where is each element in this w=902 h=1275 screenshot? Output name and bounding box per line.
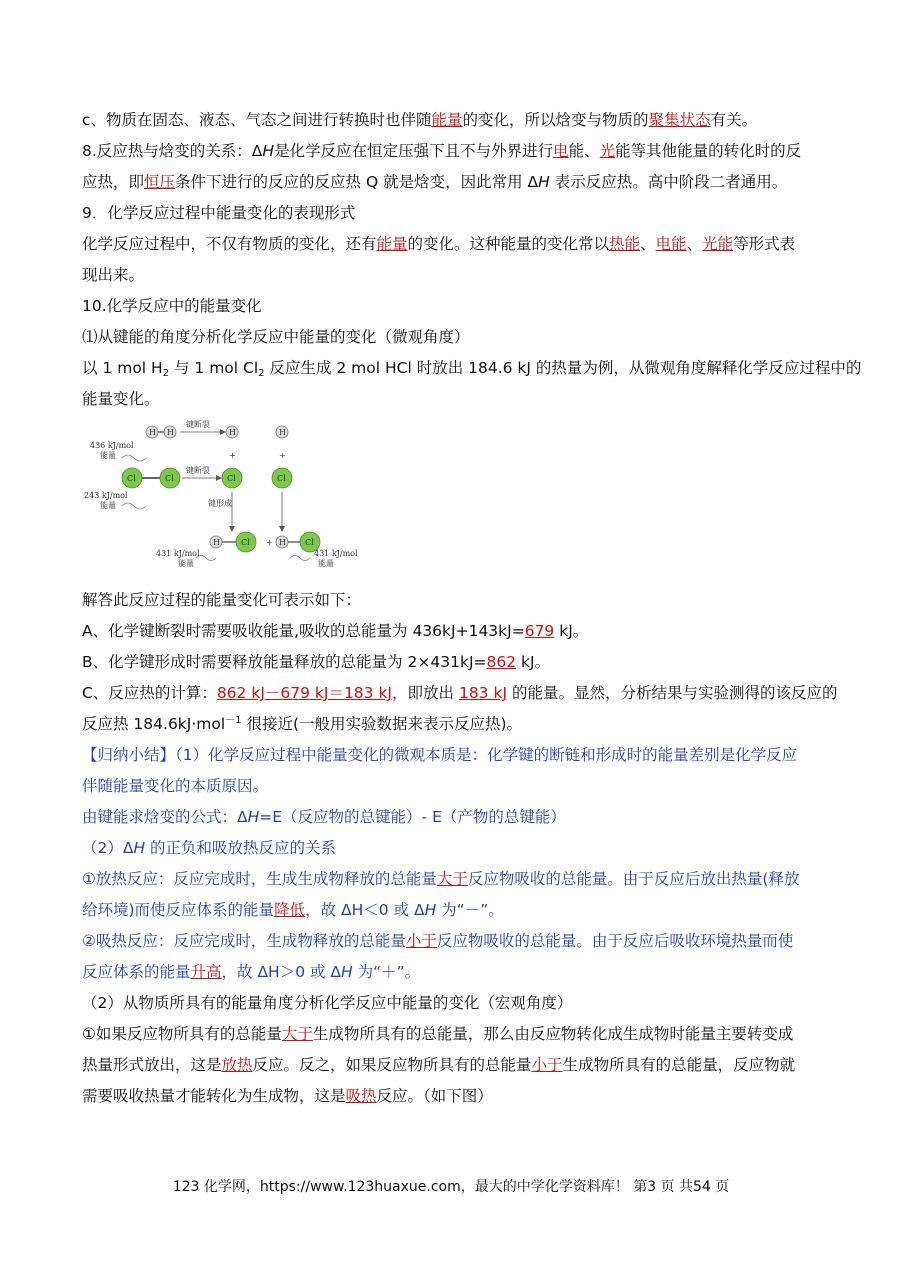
cl-atom-label-1: Cl: [127, 474, 136, 483]
text-segment: H: [247, 808, 260, 826]
text-line: [82, 1055, 795, 1075]
text-segment: 8.反应热与焓变的关系：Δ: [82, 142, 263, 160]
answer-fill: 降低: [274, 901, 306, 919]
plus-3: +: [266, 538, 273, 547]
answer-fill: 小于: [531, 1056, 563, 1074]
hcl-cl-label-1: Cl: [241, 538, 250, 547]
text-line: [82, 993, 572, 1013]
plus-1: +: [229, 451, 236, 460]
h-atom-label-2: H: [167, 428, 174, 437]
text-line: [82, 745, 797, 765]
text-line: [82, 265, 144, 285]
text-segment: 、: [686, 235, 703, 253]
text-segment: ，即放出: [392, 684, 459, 702]
text-line: [82, 714, 522, 734]
hcl-energy-word-1: 能量: [178, 559, 194, 568]
text-line: [82, 683, 837, 703]
text-line: [82, 1024, 793, 1044]
answer-fill: 光: [599, 142, 616, 160]
text-segment: H: [424, 901, 437, 919]
hcl-h-label-1: H: [213, 538, 220, 547]
hcl-h-label-2: H: [279, 538, 286, 547]
text-segment: （2）Δ: [82, 839, 134, 857]
text-segment: 为“＋”。: [352, 963, 421, 981]
text-segment: 反应。（如下图）: [376, 1087, 493, 1105]
plus-2: +: [279, 451, 286, 460]
text-segment: 的变化，所以焓变与物质的: [462, 111, 649, 129]
text-segment: （2）从物质所具有的能量角度分析化学反应中能量的变化（宏观角度）: [82, 994, 573, 1012]
answer-fill: 862: [486, 653, 517, 671]
answer-fill: 聚集状态: [648, 111, 711, 129]
text-segment: H: [538, 173, 550, 191]
break-arrow-1-head: [220, 429, 226, 435]
h2-energy-word: 能量: [100, 451, 116, 460]
text-segment: 有关。: [710, 111, 758, 129]
bond-form-label: 键形成: [208, 499, 232, 508]
text-segment: 给环境)而使反应体系的能量: [82, 901, 275, 919]
answer-fill: 恒压: [144, 173, 176, 191]
text-segment: ①放热反应：反应完成时，生成生成物释放的总能量: [82, 870, 437, 888]
text-line: [82, 652, 550, 672]
text-segment: 的变化。这种能量的变化常以: [407, 235, 610, 253]
text-segment: 能量变化。: [82, 390, 160, 408]
h2-energy-label: 436 kJ/mol: [90, 441, 134, 450]
break-arrow-2-head: [216, 475, 222, 481]
answer-fill: 电: [553, 142, 569, 160]
text-segment: H: [341, 963, 353, 981]
text-line: [82, 389, 160, 409]
text-line: [82, 110, 757, 130]
text-segment: c、物质在固态、液态、气态之间进行转换时也伴随: [82, 111, 432, 129]
text-segment: 9．化学反应过程中能量变化的表现形式: [82, 204, 356, 222]
bond-energy-diagram: [82, 418, 362, 578]
bond-break-label-1: 键断裂: [186, 420, 210, 429]
answer-fill: 吸热: [345, 1087, 377, 1105]
answer-fill: 679: [524, 622, 555, 640]
text-segment: 的能量。显然，分析结果与实验测得的该反应的: [507, 684, 838, 702]
cl-atom-label-2: Cl: [165, 474, 174, 483]
text-segment: 反应体系的能量: [82, 963, 191, 981]
page-footer: 123 化学网，https://www.123huaxue.com，最大的中学化学资料库！ 第3 页 共54 页: [172, 1179, 730, 1195]
text-line: [82, 327, 470, 347]
text-segment: H: [133, 839, 146, 857]
text-segment: 解答此反应过程的能量变化可表示如下：: [82, 591, 362, 609]
text-segment: 需要吸收热量才能转化为生成物，这是: [82, 1087, 346, 1105]
text-segment: 10.化学反应中的能量变化: [82, 297, 262, 315]
text-segment: ，故 ΔH＜0 或 Δ: [305, 901, 425, 919]
text-line: [82, 358, 861, 378]
hcl-energy-word-2: 能量: [318, 559, 334, 568]
text-line: [82, 590, 361, 610]
form-arrow-1-head: [229, 526, 235, 532]
text-line: [82, 141, 801, 161]
text-segment: 反应物吸收的总能量。由于反应后吸收环境热量而使: [436, 932, 794, 950]
text-segment: 伴随能量变化的本质原因。: [82, 777, 269, 795]
text-segment: 反应生成 2 mol HCl 时放出 184.6 kJ 的热量为例，从微观角度解释化学反应过程中的: [264, 359, 862, 377]
text-segment: ，故 ΔH＞0 或 Δ: [221, 963, 342, 981]
text-segment: 与 1 mol Cl: [169, 359, 259, 377]
text-segment: －1: [225, 715, 242, 726]
text-segment: 生成物所具有的总能量，反应物就: [562, 1056, 796, 1074]
h-atom-label-3: H: [229, 428, 236, 437]
h2-energy-wave: [122, 455, 146, 461]
text-line: [82, 203, 355, 223]
text-segment: B、化学键形成时需要释放能量释放的总能量为 2×431kJ=: [82, 653, 487, 671]
text-line: [82, 1086, 493, 1106]
text-segment: kJ。: [516, 653, 551, 671]
text-segment: 、: [640, 235, 656, 253]
answer-fill: 能量: [376, 235, 408, 253]
form-arrow-2-head: [279, 526, 285, 532]
hcl-energy-wave-1: [196, 556, 216, 561]
text-segment: 等形式表: [733, 235, 796, 253]
text-segment: 能、: [568, 142, 600, 160]
hcl-cl-label-2: Cl: [305, 538, 314, 547]
text-segment: 以 1 mol H: [82, 359, 163, 377]
answer-fill: 大于: [281, 1025, 313, 1043]
text-segment: =E（反应物的总键能）- E（产物的总键能）: [259, 808, 566, 826]
text-segment: 是化学反应在恒定压强下且不与外界进行: [274, 142, 554, 160]
text-segment: 现出来。: [82, 266, 145, 284]
text-segment: 反应物吸收的总能量。由于反应后放出热量(释放: [467, 870, 800, 888]
text-line: [82, 296, 262, 316]
text-line: [82, 900, 504, 920]
text-segment: 能等其他能量的转化时的反: [615, 142, 802, 160]
text-segment: 化学反应过程中，不仅有物质的变化，还有: [82, 235, 377, 253]
text-line: [82, 172, 787, 192]
text-segment: kJ。: [554, 622, 589, 640]
text-segment: 为“－”。: [436, 901, 504, 919]
answer-fill: 862 kJ－679 kJ＝183 kJ: [216, 684, 393, 702]
cl2-energy-label: 243 kJ/mol: [84, 491, 128, 500]
text-segment: ②吸热反应：反应完成时，生成物释放的总能量: [82, 932, 406, 950]
text-line: [82, 776, 268, 796]
answer-fill: 热能: [609, 235, 641, 253]
text-line: [82, 838, 336, 858]
h-atom-label-1: H: [149, 428, 156, 437]
cl2-energy-word: 能量: [100, 501, 116, 510]
text-segment: H: [262, 142, 275, 160]
answer-fill: 电能: [655, 235, 687, 253]
hcl-energy-label-2: 431 kJ/mol: [314, 549, 358, 558]
text-segment: 反应热 184.6kJ·mol: [82, 715, 226, 733]
bond-break-label-2: 键断裂: [186, 466, 210, 475]
answer-fill: 小于: [405, 932, 437, 950]
answer-fill: 能量: [431, 111, 463, 129]
text-line: [82, 234, 795, 254]
text-segment: 由键能求焓变的公式：Δ: [82, 808, 248, 826]
text-line: [82, 807, 566, 827]
text-segment: A、化学键断裂时需要吸收能量,吸收的总能量为 436kJ+143kJ=: [82, 622, 525, 640]
answer-fill: 升高: [190, 963, 222, 981]
hcl-energy-wave-2: [290, 556, 310, 561]
answer-fill: 放热: [221, 1056, 253, 1074]
cl-atom-label-3: Cl: [227, 474, 236, 483]
text-line: [82, 621, 588, 641]
text-segment: 2: [258, 368, 265, 379]
text-segment: 【归纳小结】（1）化学反应过程中能量变化的微观本质是：化学键的断链和形成时的能量差别是化学反应: [82, 746, 798, 764]
h-atom-label-4: H: [279, 428, 286, 437]
text-segment: 应热，即: [82, 173, 145, 191]
answer-fill: 光能: [702, 235, 734, 253]
text-segment: C、反应热的计算：: [82, 684, 217, 702]
text-line: [82, 962, 420, 982]
text-segment: 条件下进行的反应的反应热 Q 就是焓变，因此常用 Δ: [175, 173, 539, 191]
text-segment: 生成物所具有的总能量，那么由反应物转化成生成物时能量主要转变成: [312, 1025, 794, 1043]
text-segment: 热量形式放出，这是: [82, 1056, 222, 1074]
text-line: [82, 869, 799, 889]
text-segment: 反应。反之，如果反应物所具有的总能量: [252, 1056, 532, 1074]
text-segment: 表示反应热。高中阶段二者通用。: [549, 173, 788, 191]
text-segment: 很接近(一般用实验数据来表示反应热)。: [241, 715, 523, 733]
answer-fill: 大于: [436, 870, 468, 888]
text-segment: 2: [162, 368, 170, 379]
cl2-energy-wave: [122, 503, 146, 509]
text-segment: 的正负和吸放热反应的关系: [145, 839, 337, 857]
text-line: [82, 931, 793, 951]
text-segment: ⑴从键能的角度分析化学反应中能量的变化（微观角度）: [82, 328, 470, 346]
hcl-energy-label-1: 431 kJ/mol: [156, 549, 200, 558]
cl-atom-label-4: Cl: [277, 474, 286, 483]
text-segment: ①如果反应物所具有的总能量: [82, 1025, 282, 1043]
answer-fill: 183 kJ: [458, 684, 508, 702]
